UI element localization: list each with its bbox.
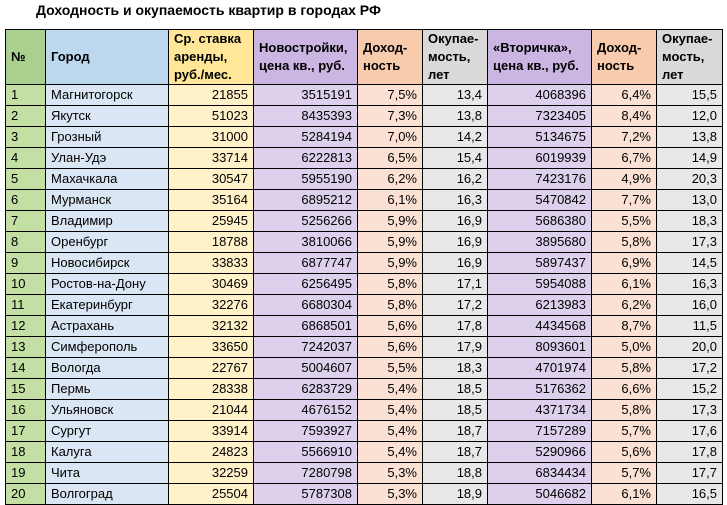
cell-secondary-price[interactable]: 5290966 [488,442,592,463]
cell-secondary-yield[interactable]: 6,2% [592,295,657,316]
cell-city[interactable]: Улан-Удэ [46,148,169,169]
cell-new-payback[interactable]: 15,4 [423,148,488,169]
col-header-new-yield[interactable]: Доход-ность [358,30,423,85]
cell-secondary-price[interactable]: 7423176 [488,169,592,190]
table-row [6,421,723,442]
cell-rent[interactable]: 35164 [169,190,254,211]
cell-new-payback[interactable]: 17,8 [423,316,488,337]
cell-secondary-payback[interactable]: 20,3 [657,169,723,190]
cell-number[interactable]: 3 [6,127,46,148]
cell-number[interactable]: 13 [6,337,46,358]
col-header-secondary-yield[interactable]: Доход-ность [592,30,657,85]
cell-secondary-payback[interactable]: 16,5 [657,484,723,505]
cell-number[interactable]: 14 [6,358,46,379]
cell-city[interactable]: Мурманск [46,190,169,211]
cell-new-yield[interactable]: 6,5% [358,148,423,169]
col-header-new-price[interactable]: Новостройки, цена кв., руб. [254,30,358,85]
cell-secondary-price[interactable]: 4068396 [488,85,592,106]
cell-new-payback[interactable]: 18,8 [423,463,488,484]
cell-number[interactable]: 10 [6,274,46,295]
cell-number[interactable]: 8 [6,232,46,253]
cell-new-price[interactable]: 4676152 [254,400,358,421]
cell-number[interactable]: 2 [6,106,46,127]
cell-number[interactable]: 9 [6,253,46,274]
cell-secondary-yield[interactable]: 5,5% [592,211,657,232]
cell-new-price[interactable]: 5256266 [254,211,358,232]
cell-rent[interactable]: 22767 [169,358,254,379]
cell-new-yield[interactable]: 5,9% [358,253,423,274]
col-header-new-payback[interactable]: Окупае-мость, лет [423,30,488,85]
cell-secondary-price[interactable]: 7157289 [488,421,592,442]
cell-new-yield[interactable]: 5,4% [358,421,423,442]
cell-secondary-payback[interactable]: 11,5 [657,316,723,337]
cell-secondary-price[interactable]: 4371734 [488,400,592,421]
cell-new-yield[interactable]: 5,4% [358,442,423,463]
cell-new-payback[interactable]: 16,9 [423,232,488,253]
cell-secondary-yield[interactable]: 4,9% [592,169,657,190]
col-header-secondary-payback[interactable]: Окупае-мость, лет [657,30,723,85]
cell-new-payback[interactable]: 18,5 [423,379,488,400]
cell-secondary-yield[interactable]: 5,0% [592,337,657,358]
cell-new-yield[interactable]: 5,8% [358,295,423,316]
cell-new-payback[interactable]: 18,3 [423,358,488,379]
cell-city[interactable]: Якутск [46,106,169,127]
cell-secondary-price[interactable]: 5897437 [488,253,592,274]
cell-city[interactable]: Чита [46,463,169,484]
cell-city[interactable]: Симферополь [46,337,169,358]
cell-rent[interactable]: 21855 [169,85,254,106]
cell-rent[interactable]: 32259 [169,463,254,484]
cell-secondary-price[interactable]: 8093601 [488,337,592,358]
table-row [6,211,723,232]
cell-secondary-yield[interactable]: 6,7% [592,148,657,169]
cell-secondary-yield[interactable]: 5,7% [592,463,657,484]
table-row [6,337,723,358]
cell-new-yield[interactable]: 6,1% [358,190,423,211]
cell-city[interactable]: Пермь [46,379,169,400]
cell-new-price[interactable]: 3810066 [254,232,358,253]
cell-new-yield[interactable]: 7,0% [358,127,423,148]
cell-secondary-payback[interactable]: 16,3 [657,274,723,295]
table-row [6,295,723,316]
cell-city[interactable]: Магнитогорск [46,85,169,106]
cell-new-payback[interactable]: 16,9 [423,211,488,232]
cell-new-payback[interactable]: 18,7 [423,442,488,463]
cell-number[interactable]: 7 [6,211,46,232]
cell-secondary-price[interactable]: 5954088 [488,274,592,295]
cell-rent[interactable]: 28338 [169,379,254,400]
cell-new-price[interactable]: 6222813 [254,148,358,169]
cell-city[interactable]: Грозный [46,127,169,148]
cell-secondary-payback[interactable]: 18,3 [657,211,723,232]
cell-city[interactable]: Ульяновск [46,400,169,421]
cell-rent[interactable]: 21044 [169,400,254,421]
table-row [6,253,723,274]
cell-rent[interactable]: 18788 [169,232,254,253]
cell-number[interactable]: 15 [6,379,46,400]
cell-secondary-price[interactable]: 5046682 [488,484,592,505]
header-row [6,30,723,85]
cell-new-payback[interactable]: 16,3 [423,190,488,211]
cell-secondary-yield[interactable]: 8,4% [592,106,657,127]
cell-secondary-payback[interactable]: 17,6 [657,421,723,442]
cell-city[interactable]: Сургут [46,421,169,442]
cell-secondary-yield[interactable]: 5,6% [592,442,657,463]
cell-new-price[interactable]: 5284194 [254,127,358,148]
cell-new-yield[interactable]: 5,9% [358,211,423,232]
cell-new-yield[interactable]: 5,3% [358,484,423,505]
cell-secondary-yield[interactable]: 8,7% [592,316,657,337]
cell-secondary-price[interactable]: 6019939 [488,148,592,169]
cell-new-yield[interactable]: 5,4% [358,400,423,421]
cell-rent[interactable]: 30469 [169,274,254,295]
cell-new-yield[interactable]: 6,2% [358,169,423,190]
cell-secondary-price[interactable]: 4434568 [488,316,592,337]
table-row [6,148,723,169]
cell-new-payback[interactable]: 16,2 [423,169,488,190]
cell-secondary-payback[interactable]: 16,0 [657,295,723,316]
cell-new-payback[interactable]: 16,9 [423,253,488,274]
col-header-number[interactable]: № [6,30,46,85]
cell-secondary-yield[interactable]: 6,6% [592,379,657,400]
cell-new-price[interactable]: 5955190 [254,169,358,190]
col-header-secondary-price[interactable]: «Вторичка», цена кв., руб. [488,30,592,85]
cell-secondary-payback[interactable]: 13,0 [657,190,723,211]
cell-city[interactable]: Ростов-на-Дону [46,274,169,295]
cell-city[interactable]: Оренбург [46,232,169,253]
cell-secondary-payback[interactable]: 13,8 [657,127,723,148]
cell-secondary-payback[interactable]: 20,0 [657,337,723,358]
table-row [6,379,723,400]
cell-secondary-payback[interactable]: 17,3 [657,400,723,421]
cell-new-yield[interactable]: 7,3% [358,106,423,127]
cell-number[interactable]: 19 [6,463,46,484]
cell-secondary-payback[interactable]: 14,9 [657,148,723,169]
cell-number[interactable]: 12 [6,316,46,337]
table-row [6,232,723,253]
cell-new-yield[interactable]: 5,6% [358,316,423,337]
cell-secondary-yield[interactable]: 6,4% [592,85,657,106]
cell-new-yield[interactable]: 5,5% [358,358,423,379]
cell-new-payback[interactable]: 18,5 [423,400,488,421]
cell-secondary-price[interactable]: 5686380 [488,211,592,232]
cell-number[interactable]: 18 [6,442,46,463]
cell-secondary-price[interactable]: 5470842 [488,190,592,211]
table-row [6,316,723,337]
cell-secondary-yield[interactable]: 5,8% [592,358,657,379]
cell-new-price[interactable]: 6895212 [254,190,358,211]
cell-number[interactable]: 20 [6,484,46,505]
cell-rent[interactable]: 33833 [169,253,254,274]
cell-city[interactable]: Махачкала [46,169,169,190]
cell-secondary-payback[interactable]: 15,5 [657,85,723,106]
cell-new-yield[interactable]: 5,8% [358,274,423,295]
cell-secondary-price[interactable]: 6213983 [488,295,592,316]
cell-city[interactable]: Астрахань [46,316,169,337]
table-row [6,190,723,211]
cell-rent[interactable]: 25504 [169,484,254,505]
cell-secondary-payback[interactable]: 17,3 [657,232,723,253]
table-row [6,463,723,484]
cell-new-price[interactable]: 6283729 [254,379,358,400]
cell-secondary-yield[interactable]: 7,7% [592,190,657,211]
cell-new-price[interactable]: 6256495 [254,274,358,295]
cell-number[interactable]: 1 [6,85,46,106]
cell-city[interactable]: Новосибирск [46,253,169,274]
yield-table [5,29,723,505]
cell-rent[interactable]: 24823 [169,442,254,463]
cell-new-payback[interactable]: 18,7 [423,421,488,442]
cell-new-price[interactable]: 3515191 [254,85,358,106]
cell-new-payback[interactable]: 13,4 [423,85,488,106]
cell-new-payback[interactable]: 13,8 [423,106,488,127]
cell-new-price[interactable]: 5004607 [254,358,358,379]
cell-new-yield[interactable]: 5,6% [358,337,423,358]
cell-secondary-yield[interactable]: 7,2% [592,127,657,148]
cell-rent[interactable]: 32132 [169,316,254,337]
sheet-title: Доходность и окупаемость квартир в городах РФ [36,2,381,18]
table-row [6,484,723,505]
cell-secondary-price[interactable]: 5134675 [488,127,592,148]
table-row [6,274,723,295]
cell-secondary-payback[interactable]: 14,5 [657,253,723,274]
cell-rent[interactable]: 31000 [169,127,254,148]
cell-rent[interactable]: 25945 [169,211,254,232]
cell-city[interactable]: Владимир [46,211,169,232]
table-row [6,85,723,106]
cell-rent[interactable]: 30547 [169,169,254,190]
cell-secondary-price[interactable]: 4701974 [488,358,592,379]
table-row [6,106,723,127]
cell-rent[interactable]: 33914 [169,421,254,442]
col-header-rent[interactable]: Ср. ставка аренды, руб./мес. [169,30,254,85]
cell-secondary-yield[interactable]: 6,9% [592,253,657,274]
cell-secondary-price[interactable]: 5176362 [488,379,592,400]
cell-secondary-payback[interactable]: 17,7 [657,463,723,484]
cell-number[interactable]: 5 [6,169,46,190]
cell-new-price[interactable]: 8435393 [254,106,358,127]
cell-secondary-yield[interactable]: 5,8% [592,400,657,421]
cell-secondary-yield[interactable]: 6,1% [592,484,657,505]
cell-new-payback[interactable]: 14,2 [423,127,488,148]
cell-new-yield[interactable]: 5,3% [358,463,423,484]
table-row [6,127,723,148]
cell-rent[interactable]: 32276 [169,295,254,316]
cell-secondary-payback[interactable]: 15,2 [657,379,723,400]
cell-secondary-payback[interactable]: 17,8 [657,442,723,463]
cell-new-price[interactable]: 7593927 [254,421,358,442]
cell-secondary-price[interactable]: 3895680 [488,232,592,253]
cell-secondary-payback[interactable]: 12,0 [657,106,723,127]
cell-rent[interactable]: 33714 [169,148,254,169]
cell-city[interactable]: Калуга [46,442,169,463]
cell-number[interactable]: 16 [6,400,46,421]
cell-city[interactable]: Екатеринбург [46,295,169,316]
cell-rent[interactable]: 33650 [169,337,254,358]
cell-secondary-yield[interactable]: 5,7% [592,421,657,442]
cell-city[interactable]: Волгоград [46,484,169,505]
cell-new-payback[interactable]: 17,1 [423,274,488,295]
cell-new-price[interactable]: 7280798 [254,463,358,484]
cell-rent[interactable]: 51023 [169,106,254,127]
cell-secondary-price[interactable]: 6834434 [488,463,592,484]
cell-city[interactable]: Вологда [46,358,169,379]
col-header-city[interactable]: Город [46,30,169,85]
table-row [6,358,723,379]
cell-number[interactable]: 6 [6,190,46,211]
cell-number[interactable]: 11 [6,295,46,316]
cell-new-payback[interactable]: 17,9 [423,337,488,358]
cell-new-price[interactable]: 5787308 [254,484,358,505]
cell-new-price[interactable]: 6868501 [254,316,358,337]
cell-new-price[interactable]: 5566910 [254,442,358,463]
cell-new-yield[interactable]: 5,4% [358,379,423,400]
cell-number[interactable]: 17 [6,421,46,442]
cell-new-price[interactable]: 6680304 [254,295,358,316]
table-row [6,169,723,190]
cell-new-price[interactable]: 7242037 [254,337,358,358]
cell-new-price[interactable]: 6877747 [254,253,358,274]
cell-new-yield[interactable]: 7,5% [358,85,423,106]
cell-secondary-price[interactable]: 7323405 [488,106,592,127]
cell-new-yield[interactable]: 5,9% [358,232,423,253]
cell-new-payback[interactable]: 17,2 [423,295,488,316]
cell-secondary-payback[interactable]: 17,2 [657,358,723,379]
cell-secondary-yield[interactable]: 6,1% [592,274,657,295]
cell-number[interactable]: 4 [6,148,46,169]
table-row [6,400,723,421]
cell-new-payback[interactable]: 18,9 [423,484,488,505]
cell-secondary-yield[interactable]: 5,8% [592,232,657,253]
table-row [6,442,723,463]
